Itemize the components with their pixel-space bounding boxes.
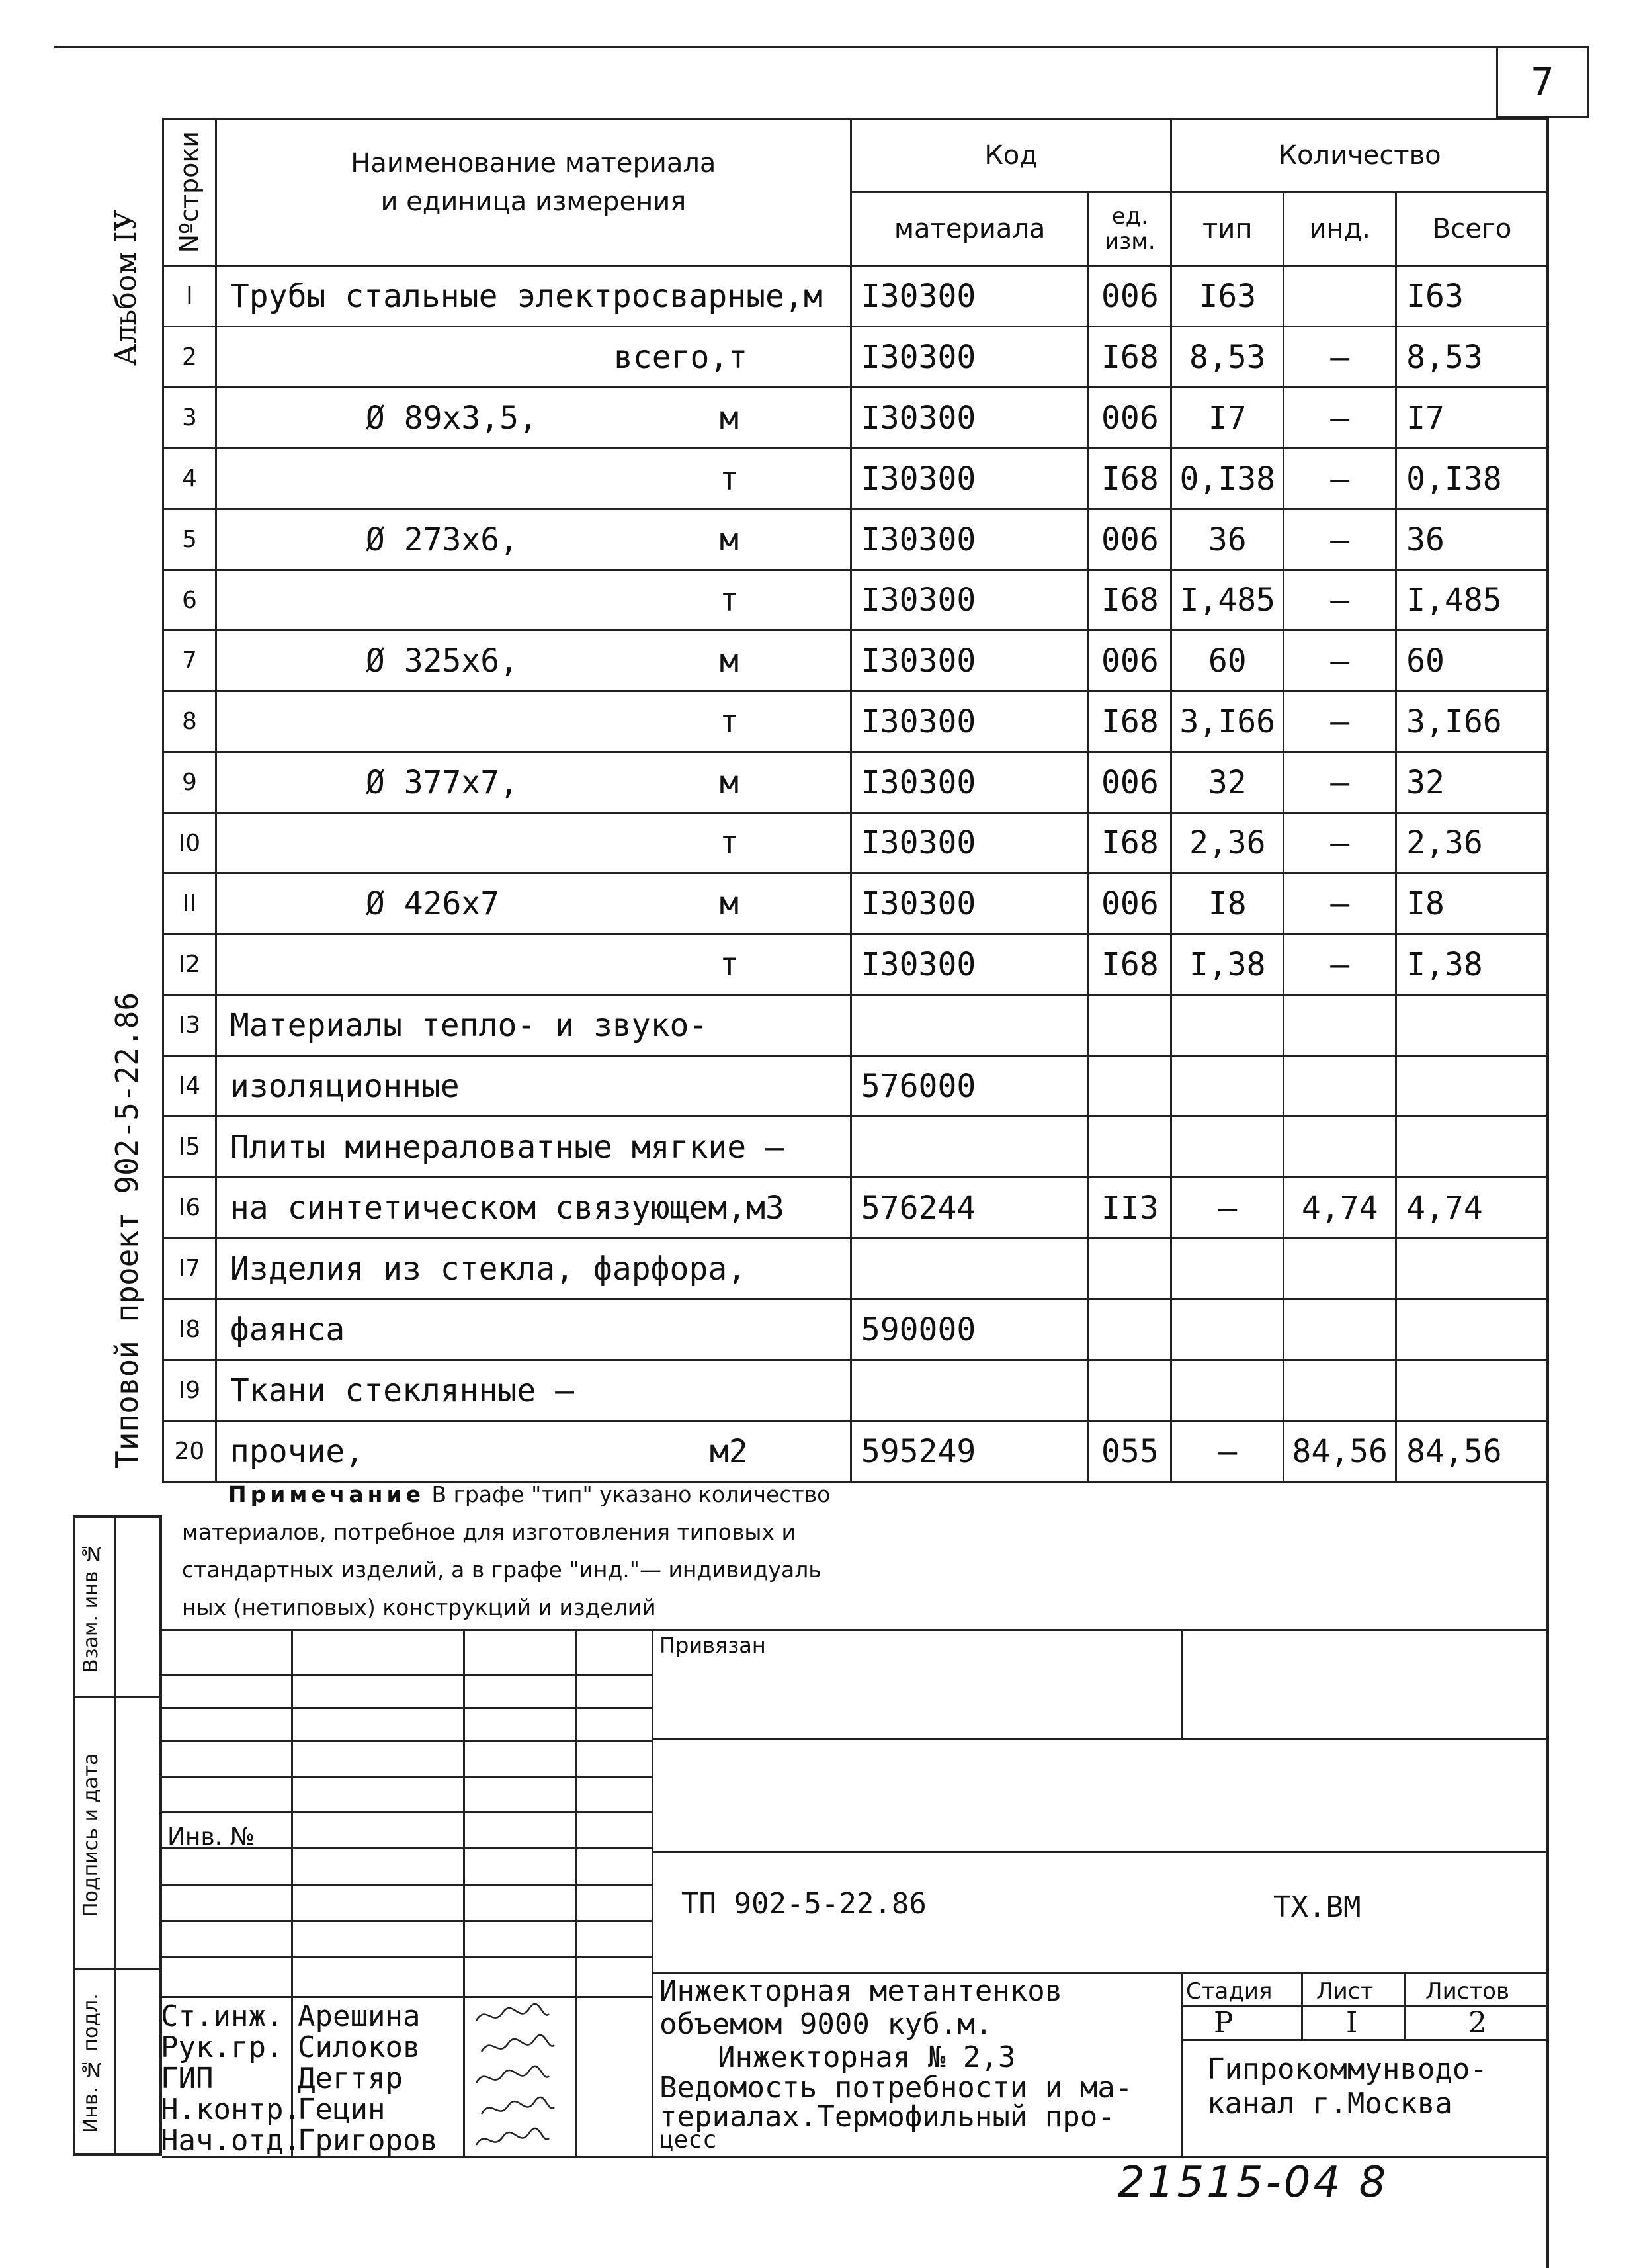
material-name: Ø 325х6, — [365, 642, 519, 679]
qty-header: Количество — [1171, 119, 1548, 192]
qty-type: – — [1171, 1421, 1284, 1482]
qty-type — [1171, 995, 1284, 1056]
table-row — [163, 1299, 1548, 1360]
material-name-cell — [216, 1117, 851, 1178]
material-name-cell — [216, 1421, 851, 1482]
material-name: Ø 273х6, — [365, 521, 519, 558]
note-title: Примечание — [228, 1481, 425, 1507]
material-code: I30300 — [851, 266, 1089, 327]
qty-type — [1171, 1117, 1284, 1178]
material-code — [851, 1239, 1089, 1299]
table-row — [163, 934, 1548, 995]
qty-type: I63 — [1171, 266, 1284, 327]
signer-role: Рук.гр. — [161, 2030, 284, 2064]
material-unit: м — [719, 642, 739, 679]
table-row — [163, 1117, 1548, 1178]
qty-ind: – — [1284, 813, 1396, 873]
qty-type — [1171, 1299, 1284, 1360]
table-row — [163, 266, 1548, 327]
material-unit: т — [719, 703, 739, 740]
qty-ind: – — [1284, 449, 1396, 509]
table-row — [163, 1360, 1548, 1421]
table-row — [163, 813, 1548, 873]
material-name-cell — [216, 873, 851, 934]
material-code: 576244 — [851, 1178, 1089, 1239]
signature-scribble — [478, 2032, 558, 2061]
qty-ind: – — [1284, 691, 1396, 752]
qty-ind — [1284, 1360, 1396, 1421]
material-code: 576000 — [851, 1056, 1089, 1117]
material-name: Материалы тепло- и звуко- — [230, 1006, 708, 1044]
archive-number: 21515-04 8 — [1118, 2158, 1389, 2207]
sign-date-label: Подпись и дата — [79, 1753, 103, 1918]
qty-ind — [1284, 1239, 1396, 1299]
qty-type: 32 — [1171, 752, 1284, 813]
table-row — [163, 873, 1548, 934]
table-row — [163, 388, 1548, 449]
material-name: фаянса — [230, 1311, 345, 1348]
qty-type: I,38 — [1171, 934, 1284, 995]
qty-total: 60 — [1396, 631, 1548, 691]
qty-total — [1396, 1117, 1548, 1178]
table-row — [163, 449, 1548, 509]
material-name: Изделия из стекла, фарфора, — [230, 1250, 747, 1287]
row-number: I5 — [163, 1117, 216, 1178]
top-rule — [54, 46, 1589, 48]
row-number: I3 — [163, 995, 216, 1056]
album-label: Альбом IУ — [109, 210, 143, 366]
signer-name: Гецин — [298, 2093, 386, 2126]
unit-code — [1089, 1117, 1171, 1178]
unit-code: 006 — [1089, 873, 1171, 934]
project-label: Типовой проект 902-5-22.86 — [109, 992, 145, 1469]
table-row — [163, 1056, 1548, 1117]
material-name-cell — [216, 1360, 851, 1421]
qty-total: 0,I38 — [1396, 449, 1548, 509]
table-row — [163, 995, 1548, 1056]
material-name: всего,т — [613, 338, 748, 376]
row-number: 7 — [163, 631, 216, 691]
signer-name: Силоков — [298, 2030, 421, 2064]
table-row — [163, 570, 1548, 631]
qty-total: 4,74 — [1396, 1178, 1548, 1239]
table-row — [163, 631, 1548, 691]
table-row — [163, 1421, 1548, 1482]
sheet-header: Лист — [1316, 1978, 1374, 2005]
material-name-cell — [216, 388, 851, 449]
title-line5: териалах.Термофильный про- — [659, 2100, 1115, 2134]
signer-role: Нач.отд. — [161, 2124, 301, 2158]
row-number: I0 — [163, 813, 216, 873]
material-name-cell — [216, 995, 851, 1056]
row-number: 3 — [163, 388, 216, 449]
qty-type: 36 — [1171, 509, 1284, 570]
row-number: I2 — [163, 934, 216, 995]
inv-podl-label: Инв. № подл. — [79, 1993, 103, 2134]
qty-total: I,38 — [1396, 934, 1548, 995]
unit-code: I68 — [1089, 327, 1171, 388]
qty-ind: – — [1284, 509, 1396, 570]
unit-code: 006 — [1089, 631, 1171, 691]
row-number: 2 — [163, 327, 216, 388]
qty-total: 84,56 — [1396, 1421, 1548, 1482]
materials-table — [162, 118, 1549, 1483]
material-name: прочие, — [230, 1432, 364, 1470]
unit-code: 055 — [1089, 1421, 1171, 1482]
material-name-cell — [216, 1239, 851, 1299]
title-block — [162, 1629, 1549, 2156]
qty-type — [1171, 1056, 1284, 1117]
table-row — [163, 1239, 1548, 1299]
signer-name: Арешина — [298, 1999, 421, 2033]
material-name: на синтетическом связующем,м3 — [230, 1189, 784, 1227]
material-code: I30300 — [851, 813, 1089, 873]
qty-total: 2,36 — [1396, 813, 1548, 873]
material-code: I30300 — [851, 509, 1089, 570]
unit-code: I68 — [1089, 813, 1171, 873]
qty-total — [1396, 995, 1548, 1056]
title-line4: Ведомость потребности и ма- — [659, 2071, 1133, 2105]
qty-type — [1171, 1360, 1284, 1421]
signer-role: ГИП — [161, 2062, 214, 2095]
table-row — [163, 752, 1548, 813]
title-line1: Инжекторная метантенков — [659, 1974, 1063, 2008]
material-name: Ø 426х7 — [365, 885, 500, 922]
qty-type: 3,I66 — [1171, 691, 1284, 752]
signer-name: Григоров — [298, 2124, 438, 2158]
qty-ind: – — [1284, 631, 1396, 691]
title-line3: Инжекторная № 2,3 — [718, 2040, 1016, 2074]
stage-header: Стадия — [1186, 1978, 1273, 2005]
material-code: I30300 — [851, 752, 1089, 813]
name-header — [216, 119, 851, 266]
material-name-cell — [216, 631, 851, 691]
signer-name: Дегтяр — [298, 2062, 403, 2095]
material-unit: м2 — [709, 1432, 748, 1470]
material-name: Ø 377х7, — [365, 763, 519, 801]
signature-scribble — [473, 2063, 552, 2092]
material-name: Ø 89х3,5, — [365, 399, 538, 437]
row-number: 20 — [163, 1421, 216, 1482]
qty-ind: 84,56 — [1284, 1421, 1396, 1482]
unit-code: I68 — [1089, 570, 1171, 631]
row-number: 9 — [163, 752, 216, 813]
qty-ind: – — [1284, 388, 1396, 449]
row-number: I8 — [163, 1299, 216, 1360]
qty-type: I8 — [1171, 873, 1284, 934]
page-number: 7 — [1496, 46, 1589, 118]
qty-total — [1396, 1360, 1548, 1421]
code-material-header: материала — [851, 192, 1089, 266]
name-header-line2: и единица измерения — [380, 186, 687, 217]
unit-code: 006 — [1089, 752, 1171, 813]
material-name-cell — [216, 1056, 851, 1117]
material-code: I30300 — [851, 691, 1089, 752]
row-number: I — [163, 266, 216, 327]
material-name-cell — [216, 570, 851, 631]
qty-ind — [1284, 1117, 1396, 1178]
qty-total: I8 — [1396, 873, 1548, 934]
qty-ind: – — [1284, 327, 1396, 388]
material-name-cell — [216, 752, 851, 813]
qty-type-header: тип — [1171, 192, 1284, 266]
qty-total — [1396, 1056, 1548, 1117]
material-unit: м — [719, 763, 739, 801]
sheet-value: I — [1346, 2006, 1358, 2040]
row-number: 8 — [163, 691, 216, 752]
material-name-cell — [216, 266, 851, 327]
qty-ind: – — [1284, 934, 1396, 995]
unit-code — [1089, 1299, 1171, 1360]
table-row — [163, 327, 1548, 388]
org-line2: канал г.Москва — [1207, 2087, 1452, 2120]
qty-ind — [1284, 1299, 1396, 1360]
qty-ind: – — [1284, 570, 1396, 631]
qty-type: – — [1171, 1178, 1284, 1239]
qty-total-header: Всего — [1396, 192, 1548, 266]
material-code: I30300 — [851, 327, 1089, 388]
table-row — [163, 1178, 1548, 1239]
unit-code: 006 — [1089, 509, 1171, 570]
material-code — [851, 1360, 1089, 1421]
material-name: Плиты минераловатные мягкие – — [230, 1128, 784, 1166]
qty-ind: – — [1284, 752, 1396, 813]
qty-total: 8,53 — [1396, 327, 1548, 388]
material-unit: м — [719, 521, 739, 558]
row-number: 6 — [163, 570, 216, 631]
qty-ind — [1284, 1056, 1396, 1117]
doc-mark: ТХ.ВМ — [1273, 1890, 1361, 1924]
material-code — [851, 995, 1089, 1056]
privyazan-label: Привязан — [659, 1633, 766, 1658]
side-stamp-band — [73, 1515, 162, 2156]
inv-number-label: Инв. № — [167, 1823, 255, 1851]
table-row — [163, 509, 1548, 570]
qty-total: I7 — [1396, 388, 1548, 449]
unit-code: 006 — [1089, 266, 1171, 327]
material-name: изоляционные — [230, 1067, 460, 1105]
material-code: 595249 — [851, 1421, 1089, 1482]
material-code: I30300 — [851, 570, 1089, 631]
qty-type: 8,53 — [1171, 327, 1284, 388]
vzam-inv-label: Взам. инв № — [79, 1542, 103, 1673]
material-code: I30300 — [851, 631, 1089, 691]
row-number: I9 — [163, 1360, 216, 1421]
material-code: I30300 — [851, 934, 1089, 995]
material-code: I30300 — [851, 388, 1089, 449]
unit-code: I68 — [1089, 449, 1171, 509]
unit-code: 006 — [1089, 388, 1171, 449]
qty-total: 32 — [1396, 752, 1548, 813]
qty-ind — [1284, 266, 1396, 327]
material-name: Ткани стеклянные – — [230, 1372, 575, 1409]
qty-type — [1171, 1239, 1284, 1299]
qty-total: I,485 — [1396, 570, 1548, 631]
qty-total — [1396, 1239, 1548, 1299]
note-line4: ных (нетиповых) конструкций и изделий — [182, 1594, 656, 1620]
qty-total: 3,I66 — [1396, 691, 1548, 752]
signature-scribble — [478, 2094, 558, 2123]
note-line2: материалов, потребное для изготовления типовых и — [182, 1519, 796, 1545]
material-unit: м — [719, 885, 739, 922]
row-number: I6 — [163, 1178, 216, 1239]
material-code: 590000 — [851, 1299, 1089, 1360]
qty-ind — [1284, 995, 1396, 1056]
material-name-cell — [216, 327, 851, 388]
qty-type: 60 — [1171, 631, 1284, 691]
material-unit: м — [719, 399, 739, 437]
material-name-cell — [216, 813, 851, 873]
material-code: I30300 — [851, 449, 1089, 509]
org-line1: Гипрокоммунводо- — [1207, 2052, 1488, 2086]
qty-type: I7 — [1171, 388, 1284, 449]
name-header-line1: Наименование материала — [351, 148, 716, 179]
row-number-header: Nºстроки — [163, 119, 216, 266]
signer-role: Н.контр. — [161, 2093, 301, 2126]
stage-value: Р — [1214, 2006, 1234, 2040]
material-code: I30300 — [851, 873, 1089, 934]
qty-type: 0,I38 — [1171, 449, 1284, 509]
material-name-cell — [216, 509, 851, 570]
qty-ind: – — [1284, 873, 1396, 934]
qty-ind: 4,74 — [1284, 1178, 1396, 1239]
material-unit: т — [719, 824, 739, 861]
signer-role: Ст.инж. — [161, 1999, 284, 2033]
sheets-value: 2 — [1468, 2006, 1487, 2040]
qty-type: I,485 — [1171, 570, 1284, 631]
qty-total: 36 — [1396, 509, 1548, 570]
material-name-cell — [216, 691, 851, 752]
qty-total: I63 — [1396, 266, 1548, 327]
material-unit: т — [719, 945, 739, 983]
material-name: Трубы стальные электросварные,м — [230, 277, 823, 315]
sheets-header: Листов — [1425, 1978, 1510, 2005]
signature-scribble — [473, 2125, 552, 2154]
doc-code: ТП 902-5-22.86 — [681, 1887, 927, 1921]
material-name-cell — [216, 1299, 851, 1360]
row-number: I7 — [163, 1239, 216, 1299]
row-number: I4 — [163, 1056, 216, 1117]
material-unit: т — [719, 582, 739, 619]
code-unit-header: ед. изм. — [1089, 192, 1171, 266]
row-number: 5 — [163, 509, 216, 570]
material-code — [851, 1117, 1089, 1178]
material-name-cell — [216, 1178, 851, 1239]
unit-code: I68 — [1089, 691, 1171, 752]
title-line6: цесс — [659, 2126, 717, 2154]
unit-code: I68 — [1089, 934, 1171, 995]
unit-code — [1089, 995, 1171, 1056]
note-block — [182, 1475, 1108, 1626]
note-line1: В графе "тип" указано количество — [424, 1481, 831, 1507]
unit-code: II3 — [1089, 1178, 1171, 1239]
note-line3: стандартных изделий, а в графе "инд."— индивидуаль — [182, 1557, 821, 1583]
row-number: II — [163, 873, 216, 934]
qty-total — [1396, 1299, 1548, 1360]
material-name-cell — [216, 934, 851, 995]
qty-ind-header: инд. — [1284, 192, 1396, 266]
unit-code — [1089, 1239, 1171, 1299]
qty-type: 2,36 — [1171, 813, 1284, 873]
unit-code — [1089, 1360, 1171, 1421]
code-header: Код — [851, 119, 1171, 192]
title-line2: объемом 9000 куб.м. — [659, 2007, 993, 2041]
unit-code — [1089, 1056, 1171, 1117]
table-row — [163, 691, 1548, 752]
material-name-cell — [216, 449, 851, 509]
row-number: 4 — [163, 449, 216, 509]
signature-scribble — [473, 2001, 552, 2030]
material-unit: т — [719, 460, 739, 498]
